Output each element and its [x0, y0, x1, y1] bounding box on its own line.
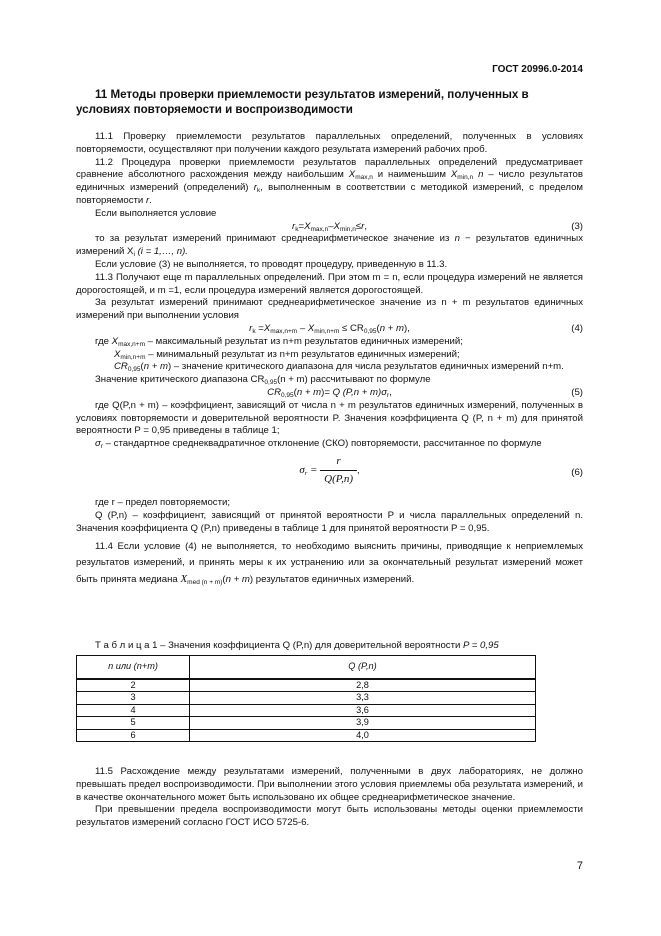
q-definition: где Q(P,n + m) – коэффициент, зависящий от числа n + m результатов единичных измерений, полученных в условиях повторяемости и доверительной вероятности P. Значения коэффициента Q (P, n + m) для принятой вероятности P = 0,95 приведены в таблице 1;: [76, 399, 583, 437]
table-row: 3 3,3: [77, 692, 536, 705]
equation-6: $\sigma_r$ = $\frac{r}{Q(P,n)}$ , (6): [299, 454, 583, 485]
para-then: то за результат измерений принимают среднеарифметическое значение из n − результатов единичных измерений $X_i$ (i = 1,…, n).: [76, 233, 583, 259]
equation-3: $r_k=X_{max,n}-X_{min,n}\le r$, (3): [292, 220, 583, 233]
table-row: 6 4,0: [77, 729, 536, 742]
para-11-5: 11.5 Расхождение между результатами измерений, полученными в двух лабораториях, не должно превышать предел воспроизводимости. При выполнении этого условия приемлемы оба результата измерений, и в качестве окончательного может быть использовано их общее среднеарифметическое значение.: [76, 766, 583, 803]
para-11-4: 11.4 Если условие (4) не выполняется, то необходимо выяснить причины, приводящие к неприемлемых результатов измерений, и принять меры к их устранению или за окончательный результат измерений может быть принята медиана $X_{med (n + m)}(n + m)$ результатов единичных измерений.: [76, 541, 583, 587]
para-11-3b: За результат измерений принимают среднеарифметическое значение из n + m результатов единичных измерений при выполнении условия: [76, 297, 583, 322]
sigma-definition: $\sigma_r$ – стандартное среднеквадратичное отклонение (СКО) повторяемости, рассчитанное по формуле: [95, 438, 542, 451]
section-title: 11 Методы проверки приемлемости результатов измерений, полученных в условиях повторяемости и воспроизводимости: [76, 88, 529, 116]
cr-calc: Значение критического диапазона $CR_{0,95}(n + m)$ рассчитывают по формуле: [95, 374, 431, 387]
para-not-eq3: Если условие (3) не выполняется, то проводят процедуру, приведенную в 11.3.: [95, 258, 448, 270]
table-row: 2 2,8: [77, 679, 536, 692]
closing-text: [76, 766, 583, 830]
where-cr: $CR_{0,95}(n + m)$ – значение критического диапазона для числа результатов единичных измерений n+m.: [114, 361, 564, 374]
equation-4: $r_k =X_{max,n+m} - X_{min,n+m} \le CR_{0,95}(n + m)$, (4): [249, 322, 583, 335]
table-row: 4 3,6: [77, 704, 536, 717]
para-11-2: 11.2 Процедура проверки приемлемости результатов параллельных определений предусматривает сравнение абсолютного расхождения между наибольшим $X_{max,n}$ и наименьшим $X_{min,n}$ n – число результатов единичных измерений (определений) $r_k$, выполненным в соответствии с методикой измерений, с пределом повторяемости r.: [76, 156, 583, 206]
standard-header: ГОСТ 20996.0-2014: [492, 64, 583, 75]
page-number: 7: [576, 860, 583, 872]
equation-5: $CR_{0,95}(n + m)= Q$ $(P,n + m)\sigma_r$, (5): [267, 386, 583, 399]
where-max: где $X_{max,n+m}$ – максимальный результат из n+m результатов единичных измерений;: [95, 335, 463, 348]
where-min: $X_{min,n+m}$ – минимальный результат из n+m результатов единичных измерений;: [114, 348, 460, 361]
table-header: Q (P,n): [190, 655, 536, 679]
table-1-block: [76, 640, 583, 742]
q-pn-definition: Q (P,n) – коэффициент, зависящий от принятой вероятности P и числа параллельных определений n. Значения коэффициента Q (P,n) приведены в таблице 1 для принятой вероятности P = 0,95.: [76, 509, 583, 534]
para-11-3a: 11.3 Получают еще m параллельных определений. При этом m = n, если процедура измерений не является дорогостоящей, и m =1, если процедура измерений является дорогостоящей.: [76, 271, 583, 296]
para-11-1: 11.1 Проверку приемлемости результатов параллельных определений, полученных в условиях повторяемости, осуществляют при получении каждого результата измерений рабочих проб.: [76, 131, 583, 155]
table-caption: Т а б л и ц а 1 – Значения коэффициента Q (P,n) для доверительной вероятности P = 0,95: [95, 640, 499, 651]
table-row: 5 3,9: [77, 717, 536, 730]
body-text: [76, 131, 583, 588]
para-if: Если выполняется условие: [95, 207, 217, 219]
table-1: [76, 655, 536, 743]
where-r: где r – предел повторяемости;: [95, 496, 231, 508]
para-11-5b: При превышении предела воспроизводимости могут быть использованы методы оценки приемлемости результатов измерений согласно ГОСТ ИСО 5725-6.: [76, 804, 583, 829]
table-header: n или (n+m): [77, 655, 190, 679]
